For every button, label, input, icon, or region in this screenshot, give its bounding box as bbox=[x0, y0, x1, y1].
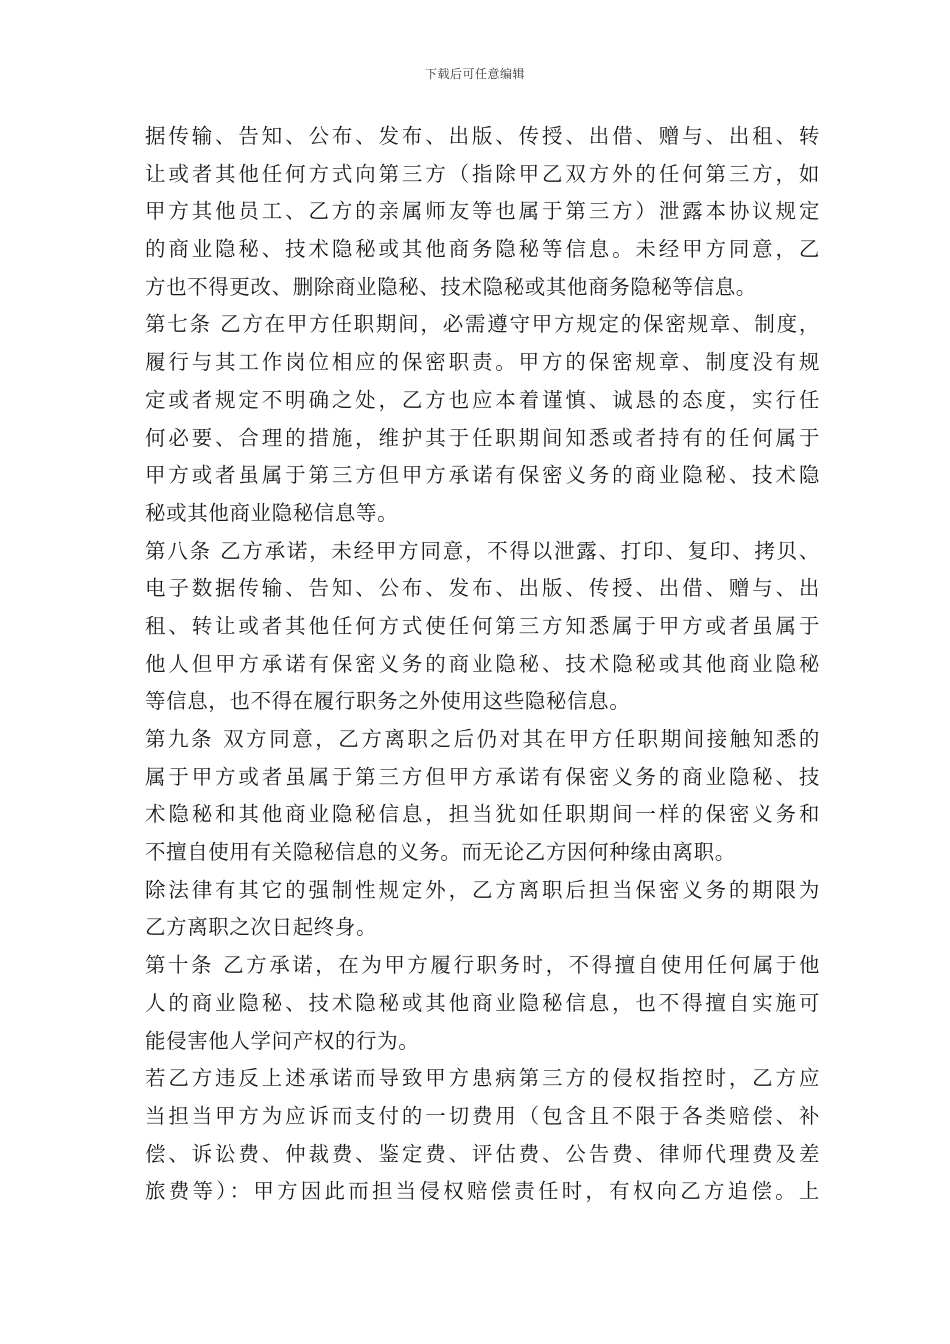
text-line: 不擅自使用有关隐秘信息的义务。而无论乙方因何种缘由离职。 bbox=[145, 840, 736, 865]
text-line: 电子数据传输、告知、公布、发布、出版、传授、出借、赠与、出 bbox=[145, 576, 820, 601]
text-line: 他人但甲方承诺有保密义务的商业隐秘、技术隐秘或其他商业隐秘 bbox=[145, 651, 820, 676]
text-line: 术隐秘和其他商业隐秘信息，担当犹如任职期间一样的保密义务和 bbox=[145, 802, 820, 827]
text-line: 的商业隐秘、技术隐秘或其他商务隐秘等信息。未经甲方同意，乙 bbox=[145, 237, 820, 262]
text-line: 旅费等）：甲方因此而担当侵权赔偿责任时，有权向乙方追偿。上 bbox=[145, 1179, 820, 1204]
text-line: 甲方或者虽属于第三方但甲方承诺有保密义务的商业隐秘、技术隐 bbox=[145, 463, 820, 488]
text-line: 甲方其他员工、乙方的亲属师友等也属于第三方）泄露本协议规定 bbox=[145, 199, 820, 224]
text-line: 据传输、告知、公布、发布、出版、传授、出借、赠与、出租、转 bbox=[145, 124, 820, 148]
text-line: 属于甲方或者虽属于第三方但甲方承诺有保密义务的商业隐秘、技 bbox=[145, 764, 820, 789]
text-line: 让或者其他任何方式向第三方（指除甲乙双方外的任何第三方，如 bbox=[145, 161, 820, 186]
text-line: 除法律有其它的强制性规定外，乙方离职后担当保密义务的期限为 bbox=[145, 877, 820, 902]
text-line: 人的商业隐秘、技术隐秘或其他商业隐秘信息，也不得擅自实施可 bbox=[145, 990, 820, 1015]
text-line: 偿、诉讼费、仲裁费、鉴定费、评估费、公告费、律师代理费及差 bbox=[145, 1141, 820, 1166]
text-line: 第十条 乙方承诺，在为甲方履行职务时，不得擅自使用任何属于他 bbox=[145, 953, 820, 978]
text-line: 乙方离职之次日起终身。 bbox=[145, 915, 378, 940]
text-line: 能侵害他人学问产权的行为。 bbox=[145, 1028, 420, 1053]
text-line: 第九条 双方同意，乙方离职之后仍对其在甲方任职期间接触知悉的 bbox=[145, 727, 820, 751]
text-line: 若乙方违反上述承诺而导致甲方患病第三方的侵权指控时，乙方应 bbox=[145, 1066, 820, 1091]
text-line: 何必要、合理的措施，维护其于任职期间知悉或者持有的任何属于 bbox=[145, 425, 820, 450]
text-line: 第七条 乙方在甲方任职期间，必需遵守甲方规定的保密规章、制度， bbox=[145, 312, 820, 337]
text-line: 第八条 乙方承诺，未经甲方同意，不得以泄露、打印、复印、拷贝、 bbox=[145, 538, 820, 563]
text-line: 方也不得更改、删除商业隐秘、技术隐秘或其他商务隐秘等信息。 bbox=[145, 274, 757, 299]
text-line: 履行与其工作岗位相应的保密职责。甲方的保密规章、制度没有规 bbox=[145, 350, 820, 375]
text-line: 等信息，也不得在履行职务之外使用这些隐秘信息。 bbox=[145, 689, 631, 714]
text-line: 当担当甲方为应诉而支付的一切费用（包含且不限于各类赔偿、补 bbox=[145, 1103, 820, 1128]
document-body bbox=[145, 118, 820, 1211]
text-line: 租、转让或者其他任何方式使任何第三方知悉属于甲方或者虽属于 bbox=[145, 613, 820, 638]
page-header: 下载后可任意编辑 bbox=[424, 67, 525, 81]
text-line: 定或者规定不明确之处，乙方也应本着谨慎、诚恳的态度，实行任 bbox=[145, 387, 820, 412]
text-line: 秘或其他商业隐秘信息等。 bbox=[145, 500, 399, 525]
